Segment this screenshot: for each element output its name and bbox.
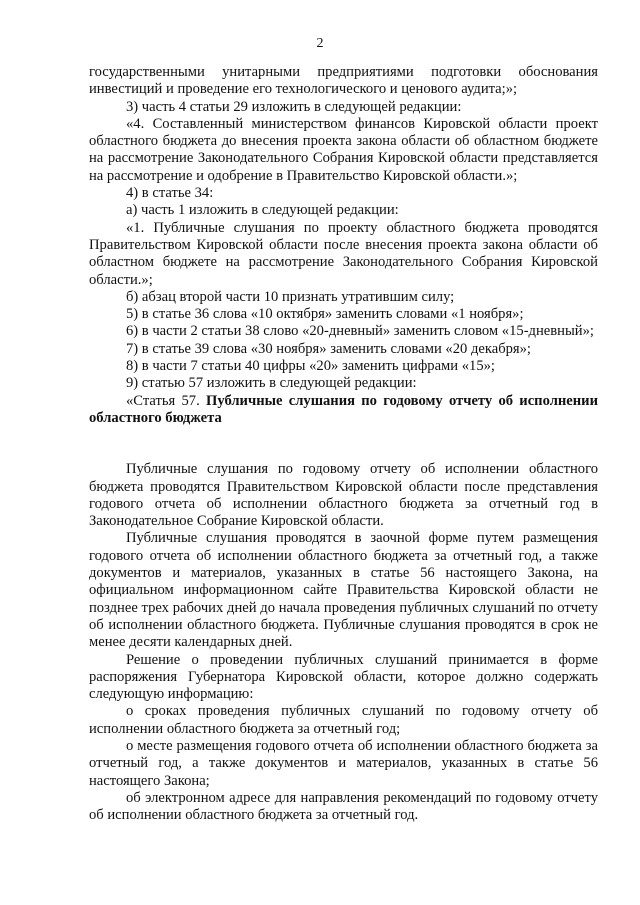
paragraph: 9) статью 57 изложить в следующей редакции: bbox=[126, 375, 417, 392]
paragraph: 7) в статье 39 слова «30 ноября» заменить словами «20 декабря»; bbox=[126, 340, 531, 357]
document-body bbox=[89, 64, 598, 824]
paragraph: о месте размещения годового отчета об исполнении областного бюджета за отчетный год, а также документов и материалов, указанных в статье 56 настоящего Закона; bbox=[89, 737, 598, 789]
paragraph: 8) в части 7 статьи 40 цифры «20» заменить цифрами «15»; bbox=[126, 358, 495, 375]
paragraph: «4. Составленный министерством финансов Кировской области проект областного бюджета до внесения проекта закона области об областном бюджете на рассмотрение Законодательного Собрания Кировской области представляется на рассмотрение и одобрение в Правительство Кировской области.»; bbox=[89, 115, 598, 184]
page-number: 2 bbox=[316, 36, 324, 51]
paragraph: Публичные слушания по годовому отчету об исполнении областного бюджета проводятся Правительством Кировской области после представления годового отчета об исполнении областного бюджета за отчетный год в Законодательное Собрание Кировской области. bbox=[89, 461, 598, 530]
paragraph: Публичные слушания проводятся в заочной форме путем размещения годового отчета об исполнении областного бюджета за отчетный год, а также документов и материалов, указанных в статье 56 настоящего Закона, на официальном информационном сайте Правительства Кировской области не позднее трех рабочих дней до начала проведения публичных слушаний по отчету об исполнении областного бюджета. Публичные слушания проводятся в срок не менее десяти календарных дней. bbox=[89, 530, 598, 651]
paragraph: 4) в статье 34: bbox=[126, 185, 214, 202]
paragraph: 3) часть 4 статьи 29 изложить в следующей редакции: bbox=[126, 98, 462, 115]
paragraph: Решение о проведении публичных слушаний принимается в форме распоряжения Губернатора Кировской области, которое должно содержать следующую информацию: bbox=[89, 651, 598, 703]
paragraph: а) часть 1 изложить в следующей редакции: bbox=[126, 202, 399, 219]
article-heading-title: Публичные слушания по годовому отчету об исполнении областного бюджета bbox=[89, 392, 598, 426]
paragraph: государственными унитарными предприятиями подготовки обоснования инвестиций и проведение его технологического и ценового аудита;»; bbox=[89, 64, 598, 98]
paragraph: об электронном адресе для направления рекомендаций по годовому отчету об исполнении областного бюджета за отчетный год. bbox=[89, 789, 598, 824]
article-heading bbox=[89, 393, 598, 428]
spacer bbox=[89, 427, 598, 461]
paragraph: о сроках проведения публичных слушаний по годовому отчету об исполнении областного бюджета за отчетный год; bbox=[89, 703, 598, 737]
paragraph: б) абзац второй части 10 признать утратившим силу; bbox=[126, 288, 455, 305]
article-heading-prefix: «Статья 57. bbox=[126, 392, 206, 409]
paragraph: 5) в статье 36 слова «10 октября» заменить словами «1 ноября»; bbox=[126, 306, 524, 323]
paragraph: «1. Публичные слушания по проекту областного бюджета проводятся Правительством Кировской области после внесения проекта закона области об областном бюджете на рассмотрение Законодательного Собрания Кировской области.»; bbox=[89, 219, 598, 288]
paragraph: 6) в части 2 статьи 38 слово «20-дневный» заменить словом «15-дневный»; bbox=[126, 323, 594, 340]
